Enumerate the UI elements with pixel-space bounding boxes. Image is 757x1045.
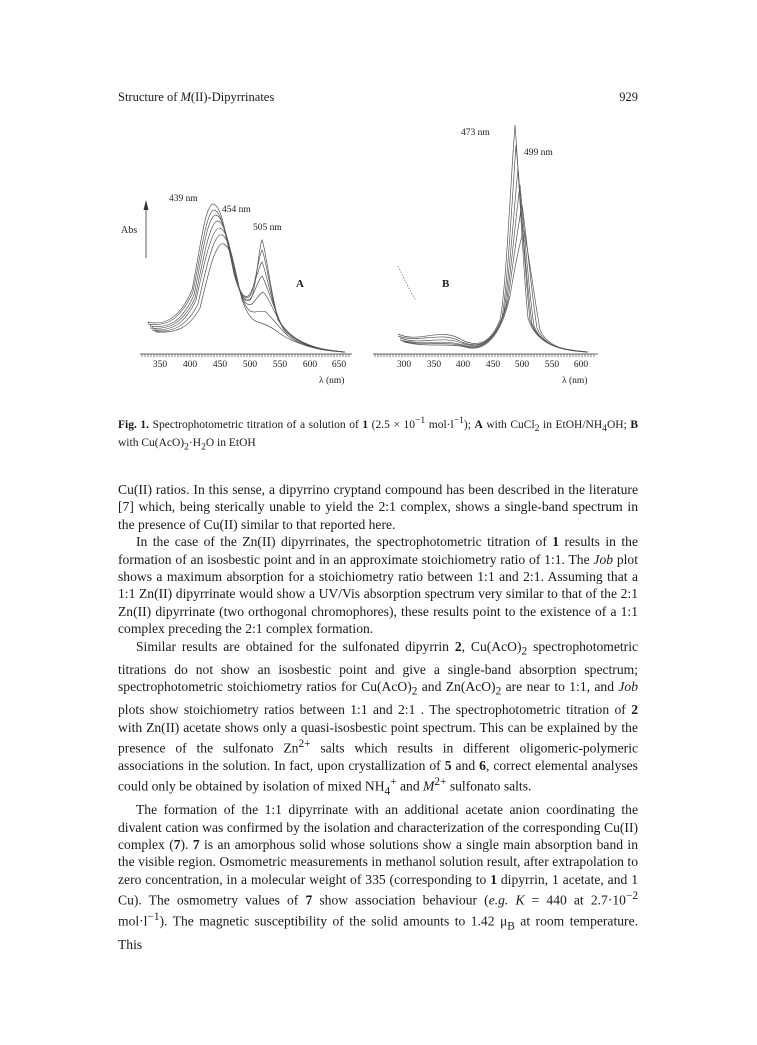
body-text bbox=[118, 481, 638, 953]
panel-a-tick-label: 550 bbox=[272, 360, 288, 370]
page-number: 929 bbox=[619, 90, 638, 104]
panel-a-tick-label: 350 bbox=[152, 360, 168, 370]
panel-b-curves bbox=[398, 125, 588, 352]
panel-b-label: B bbox=[442, 278, 450, 290]
panel-a-tick-labels bbox=[153, 360, 347, 370]
panel-a-dotted-curve bbox=[148, 322, 168, 332]
panel-a-tick-label: 500 bbox=[242, 360, 258, 370]
panel-b-tick-label: 500 bbox=[514, 360, 530, 370]
panel-b bbox=[373, 125, 598, 386]
paragraph-3: Similar results are obtained for the sulfonated dipyrrin 2, $Cu(AcO)_2$ spectrophotometric titrations do not show an isosbestic point and give a single-band absorption spectrum; spectrophotometric stoichiometry ratios for $Cu(AcO)_2$ and $Zn(AcO)_2$ are near to 1:1, and Job plots show stoichiometry ratios between 1:1 and 2:1 . The spectrophotometric titration of 2 with Zn(II) acetate shows only a quasi-isosbestic point spectrum. This can be explained by the presence of the sulfonato $Zn^{2+}$ salts which results in different oligomeric-polymeric associations in the solution. In fact, upon crystallization of 5 and 6, correct elemental analyses could only be obtained by isolation of mixed $NH_4^+$ and $M^{2+}$ sulfonato salts. bbox=[118, 638, 639, 798]
panel-a-peak-label-439: 439 nm bbox=[169, 194, 198, 204]
panel-b-peak-label-499: 499 nm bbox=[524, 148, 553, 158]
panel-b-x-label: λ (nm) bbox=[562, 376, 588, 386]
paragraph-2: In the case of the Zn(II) dipyrrinates, the spectrophotometric titration of 1 results in the formation of an isosbestic point and in an approximate stoichiometry ratio of 1:1. The Job plot shows a maximum absorption for a stoichiometry ratio between 1:1 and 2:1. Assuming that a 1:1 Zn(II) dipyrrinate would show a UV/Vis absorption spectrum very similar to that of the 2:1 Zn(II) dipyrrinate (two orthogonal chromophores), these results point to the existence of a 1:1 complex preceding the 2:1 complex formation. bbox=[118, 534, 638, 637]
panel-a-peak-label-454: 454 nm bbox=[222, 205, 251, 215]
panel-b-peak-label-473: 473 nm bbox=[461, 128, 490, 138]
running-title: Structure of M(II)-Dipyrrinates bbox=[118, 90, 275, 104]
panel-a-y-arrow bbox=[144, 200, 149, 210]
panel-a-y-label: Abs bbox=[121, 225, 138, 236]
panel-a-tick-label: 650 bbox=[331, 360, 347, 370]
panel-b-dotted-curve bbox=[398, 266, 416, 300]
panel-a-tick-label: 600 bbox=[302, 360, 318, 370]
caption-fig-label: Fig. 1. bbox=[118, 418, 150, 431]
panel-a-tick-label: 450 bbox=[212, 360, 228, 370]
panel-b-tick-label: 550 bbox=[544, 360, 560, 370]
paragraph-1: Cu(II) ratios. In this sense, a dipyrrino cryptand compound has been described in the literature [7] which, being sterically unable to yield the 2:1 complex, shows a single-band spectrum in the presence of Cu(II) similar to that reported here. bbox=[118, 482, 638, 532]
panel-b-tick-label: 600 bbox=[573, 360, 589, 370]
panel-b-tick-labels bbox=[397, 360, 589, 370]
panel-b-minor-ticks bbox=[375, 354, 594, 357]
panel-a bbox=[121, 194, 352, 386]
panel-a-minor-ticks bbox=[142, 354, 349, 357]
running-head bbox=[118, 90, 638, 110]
figure-1 bbox=[0, 0, 757, 400]
panel-a-x-label: λ (nm) bbox=[319, 376, 345, 386]
panel-a-label: A bbox=[296, 278, 304, 290]
figure-caption: Fig. 1. Spectrophotometric titration of a solution of 1 ($2.5 \times 10^{-1}$ $mol\cdot l^{-1}$); A with CuCl$_2$ in EtOH/$NH_4OH$; B with $Cu(AcO)_2\cdot H_2O$ in EtOH bbox=[118, 415, 638, 453]
panel-b-tick-label: 400 bbox=[455, 360, 471, 370]
panel-b-tick-label: 300 bbox=[396, 360, 412, 370]
panel-b-tick-label: 350 bbox=[426, 360, 442, 370]
panel-a-curves bbox=[148, 204, 345, 352]
panel-a-peak-label-505: 505 nm bbox=[253, 223, 282, 233]
panel-b-tick-label: 450 bbox=[485, 360, 501, 370]
paragraph-4: The formation of the 1:1 dipyrrinate with an additional acetate anion coordinating the divalent cation was confirmed by the isolation and characterization of the corresponding Cu(II) complex (7). 7 is an amorphous solid whose solutions show a single main absorption band in the visible region. Osmometric measurements in methanol solution result, after extrapolation to zero concentration, in a molecular weight of 335 (corresponding to 1 dipyrrin, 1 acetate, and 1 Cu). The osmometry values of 7 show association behaviour (e.g. K = 440 at $2.7\cdot 10^{-2}$ $mol\cdot l^{-1}$). The magnetic susceptibility of the solid amounts to 1.42 $\mu_B$ at room temperature. This bbox=[118, 802, 639, 952]
panel-a-tick-label: 400 bbox=[182, 360, 198, 370]
figure-svg bbox=[0, 0, 757, 400]
